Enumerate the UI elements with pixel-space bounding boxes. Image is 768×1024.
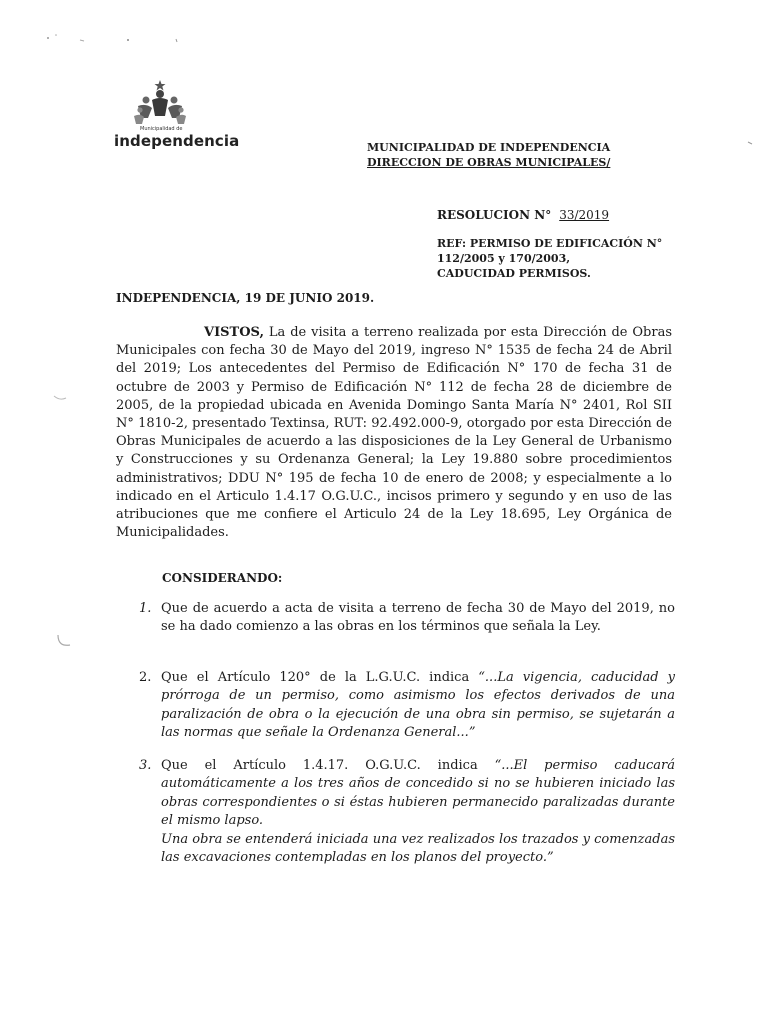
document-header [367,140,610,170]
date-line: INDEPENDENCIA, 19 DE JUNIO 2019. [116,291,375,305]
logo-wordmark: independencia [114,132,240,150]
item-text [161,757,675,867]
list-item [139,600,675,637]
vistos-text: La de visita a terreno realizada por esta Dirección de Obras Municipales con fecha 30 de Mayo del 2019, ingreso N° 1535 de fecha 24 de Abril del 2019; Los antecedentes del Permiso de Edificación N° 170 de fecha 31 de octubre de 2003 y Permiso de Edificación N° 112 de fecha 28 de diciembre de 2005, de la propiedad ubicada en Avenida Domingo Santa María N° 2401, Rol SII N° 1810-2, presentado Textinsa, RUT: 92.492.000-9, otorgado por esta Dirección de Obras Municipales de acuerdo a las disposiciones de la Ley General de Urbanismo y Construcciones y su Ordenanza General; la Ley 19.880 sobre procedimientos administrativos; DDU N° 195 de fecha 10 de enero de 2008; y especialmente a lo indicado en el Articulo 1.4.17 O.G.U.C., incisos primero y segundo y en uso de las atribuciones que me confiere el Articulo 24 de la Ley 18.695, Ley Orgánica de Municipalidades. [116,325,672,541]
reference-line-3: CADUCIDAD PERMISOS. [437,267,591,280]
municipality-logo [114,80,240,150]
logo-caption: Municipalidad de [140,126,183,132]
item-text [161,669,675,743]
vistos-paragraph [116,324,672,542]
resolution-number [437,208,609,222]
item-text: Que de acuerdo a acta de visita a terreno de fecha 30 de Mayo del 2019, no se ha dado comienzo a las obras en los términos que señala la Ley. [161,601,675,635]
header-department: DIRECCION DE OBRAS MUNICIPALES/ [367,156,611,169]
item-quote: “...El permiso caducará automáticamente a los tres años de concedido si no se hubieren iniciado las obras correspondientes o si éstas hubieren permanecido paralizadas durante el mismo lapso. [161,758,675,829]
vistos-label: VISTOS, [204,325,265,340]
item-number: 1. [139,601,152,616]
resolution-label: RESOLUCION N° [437,208,552,222]
reference-line-2: 112/2005 y 170/2003, [437,252,571,265]
resolution-value: 33/2019 [559,208,610,222]
item-quote-continued: Una obra se entenderá iniciada una vez realizados los trazados y comenzadas las excavaciones contempladas en los planos del proyecto.” [161,831,675,866]
header-municipality: MUNICIPALIDAD DE INDEPENDENCIA [367,141,611,154]
people-star-emblem-icon [134,80,190,130]
item-intro: Que el Artículo 1.4.17. O.G.U.C. indica [161,758,478,773]
list-item [139,757,675,867]
considerando-heading: CONSIDERANDO: [162,571,283,585]
reference-line-1: REF: PERMISO DE EDIFICACIÓN N° [437,237,663,250]
item-intro: Que el Artículo 120° de la L.G.U.C. indica [161,670,470,685]
item-number: 2. [139,670,152,685]
reference-block [437,236,662,281]
list-item [139,669,675,743]
item-quote: “...La vigencia, caducidad y prórroga de un permiso, como asimismo los efectos derivados de una paralización de obra o la ejecución de una obra sin permiso, se sujetarán a las normas que señale la Ordenanza General...” [161,670,675,741]
item-number: 3. [139,758,152,773]
